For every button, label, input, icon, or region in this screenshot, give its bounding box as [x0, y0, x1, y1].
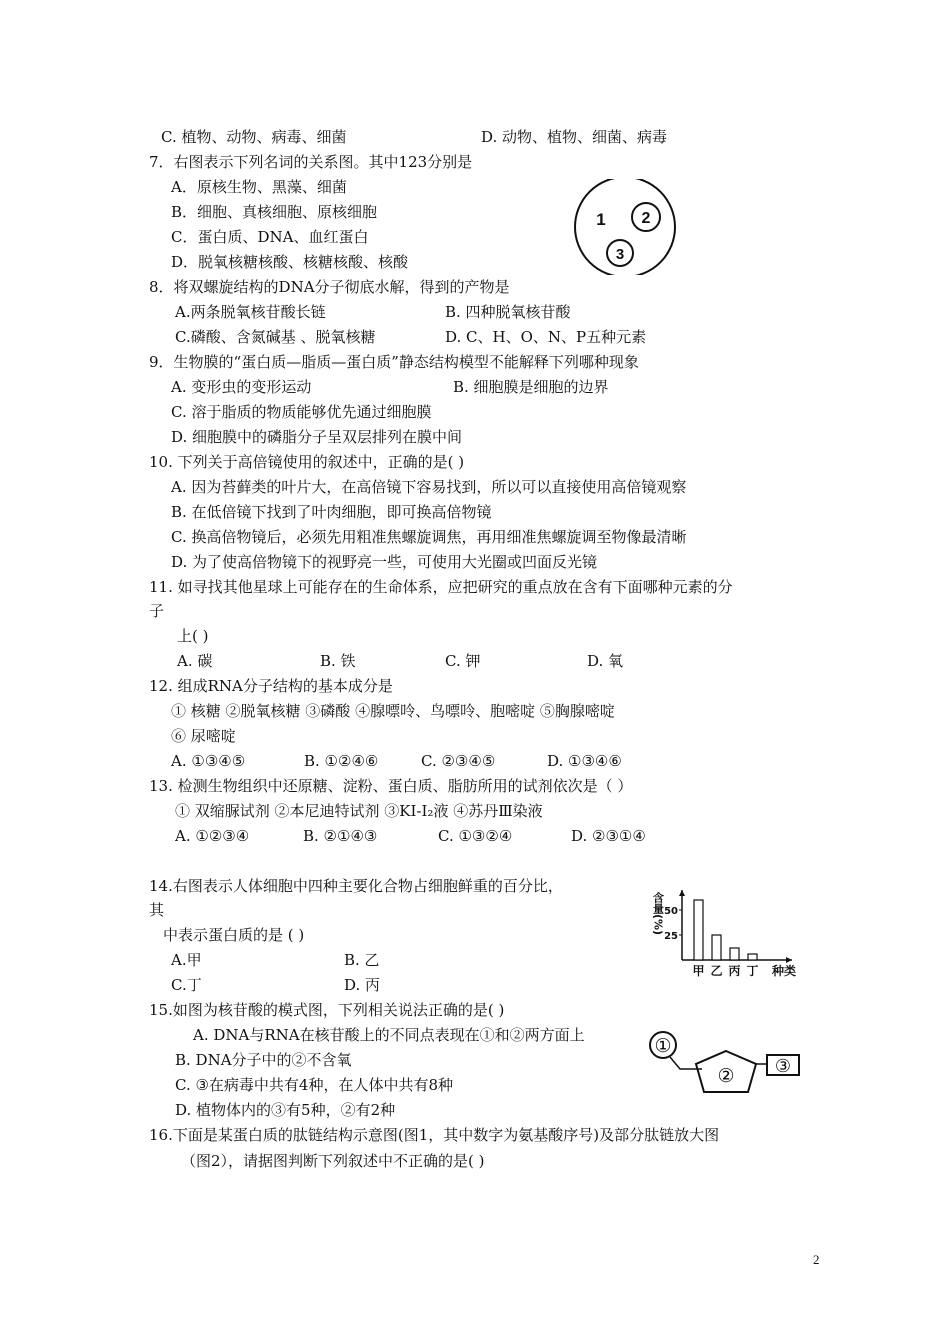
text-line: B. 乙 [344, 951, 380, 969]
x-tick-label: 丙 [728, 964, 741, 978]
text-line: C. 植物、动物、病毒、细菌 [161, 128, 347, 146]
text-line: 10. 下列关于高倍镜使用的叙述中，正确的是( ) [149, 453, 465, 471]
page-number: 2 [813, 1252, 820, 1267]
text-line: A. ①②③④ [175, 827, 250, 845]
y-tick-label: 25 [664, 931, 678, 942]
label-2: 2 [641, 210, 651, 227]
text-line: D. 细胞膜中的磷脂分子呈双层排列在膜中间 [171, 428, 463, 446]
text-line: 子 [149, 602, 165, 620]
sugar-label: ② [717, 1065, 735, 1087]
x-axis-label: 种类 [772, 964, 797, 978]
text-line: ⑥ 尿嘧啶 [171, 727, 236, 745]
base-label: ③ [774, 1056, 792, 1077]
text-line: ① 双缩脲试剂 ②本尼迪特试剂 ③KI-I₂液 ④苏丹Ⅲ染液 [175, 802, 543, 820]
text-line: A. 变形虫的变形运动 [171, 378, 312, 396]
label-1: 1 [596, 210, 606, 229]
text-line: D. 为了使高倍物镜下的视野亮一些，可使用大光圈或凹面反光镜 [171, 553, 598, 571]
text-line: 7．右图表示下列名词的关系图。其中123分别是 [149, 153, 473, 171]
text-line: C. ①③②④ [438, 827, 513, 845]
text-line: D. 丙 [344, 976, 381, 994]
text-line: A.甲 [171, 951, 202, 969]
text-line: C.磷酸、含氮碱基 、脱氧核糖 [175, 328, 376, 346]
text-line: B. 在低倍镜下找到了叶肉细胞，即可换高倍物镜 [171, 503, 492, 521]
text-line: 16.下面是某蛋白质的肽链结构示意图(图1，其中数字为氨基酸序号)及部分肽链放大图 [149, 1126, 720, 1144]
text-line: C.丁 [171, 976, 202, 994]
relation-circle-diagram [572, 179, 678, 275]
text-line: D. 动物、植物、细菌、病毒 [481, 128, 668, 146]
text-line: A.两条脱氧核苷酸长链 [175, 303, 326, 321]
y-tick-label: 50 [664, 906, 678, 917]
x-tick-label: 乙 [710, 964, 723, 978]
text-line: D. C、H、O、N、P五种元素 [445, 328, 647, 346]
bar-1 [694, 900, 703, 960]
text-line: B. 铁 [320, 652, 356, 670]
text-line: 11. 如寻找其他星球上可能存在的生命体系，应把研究的重点放在含有下面哪种元素的分 [149, 578, 733, 596]
text-line: C．蛋白质、DNA、血红蛋白 [171, 228, 369, 246]
text-line: 其 [149, 901, 165, 919]
text-line: 8．将双螺旋结构的DNA分子彻底水解，得到的产物是 [149, 278, 510, 296]
y-axis-label: 含量(%) [651, 892, 665, 936]
text-line: 14.右图表示人体细胞中四种主要化合物占细胞鲜重的百分比， [149, 877, 563, 895]
bar-3 [730, 948, 739, 960]
text-line: D. 氧 [587, 652, 624, 670]
text-line: A. DNA与RNA在核苷酸上的不同点表现在①和②两方面上 [193, 1026, 585, 1044]
text-line: D．脱氧核糖核酸、核糖核酸、核酸 [171, 253, 409, 271]
label-3: 3 [615, 246, 625, 263]
bar-2 [712, 935, 721, 960]
x-tick-label: 甲 [692, 964, 705, 978]
text-line: D. ②③①④ [571, 827, 646, 845]
text-line: D. ①③④⑥ [547, 752, 622, 770]
x-tick-label: 丁 [746, 964, 759, 978]
text-line: 13. 检测生物组织中还原糖、淀粉、蛋白质、脂肪所用的试剂依次是（ ） [149, 777, 633, 795]
text-line: 上( ) [177, 627, 209, 645]
text-line: 15.如图为核苷酸的模式图，下列相关说法正确的是( ) [149, 1001, 505, 1019]
text-line: ① 核糖 ②脱氧核糖 ③磷酸 ④腺嘌呤、鸟嘌呤、胞嘧啶 ⑤胸腺嘧啶 [171, 702, 615, 720]
text-line: C. 溶于脂质的物质能够优先通过细胞膜 [171, 403, 432, 421]
bar-4 [748, 954, 757, 960]
x-axis-arrow [786, 957, 792, 963]
y-axis-arrow [679, 890, 685, 896]
text-line: B. 四种脱氧核苷酸 [445, 303, 571, 321]
text-line: C. ②③④⑤ [421, 752, 496, 770]
compound-bar-chart [646, 884, 798, 978]
text-line: B．细胞、真核细胞、原核细胞 [171, 203, 378, 221]
nucleotide-model [646, 1030, 802, 1100]
text-line: A. 因为苔藓类的叶片大，在高倍镜下容易找到，所以可以直接使用高倍镜观察 [171, 478, 687, 496]
text-line: A. ①③④⑤ [171, 752, 246, 770]
text-line: A. 碳 [177, 652, 213, 670]
text-line: A．原核生物、黑藻、细菌 [171, 178, 347, 196]
text-line: D. 植物体内的③有5种，②有2种 [175, 1101, 396, 1119]
outer-circle [575, 179, 675, 275]
text-line: B. DNA分子中的②不含氧 [175, 1051, 352, 1069]
text-line: C. 换高倍物镜后，必须先用粗准焦螺旋调焦，再用细准焦螺旋调至物像最清晰 [171, 528, 687, 546]
phosphate-label: ① [654, 1035, 672, 1057]
text-line: 中表示蛋白质的是 ( ) [163, 926, 305, 944]
text-line: 9．生物膜的“蛋白质—脂质—蛋白质”静态结构模型不能解释下列哪种现象 [149, 353, 639, 371]
text-line: 12. 组成RNA分子结构的基本成分是 [149, 677, 393, 695]
text-line: B. ①②④⑥ [304, 752, 379, 770]
text-line: B. 细胞膜是细胞的边界 [453, 378, 609, 396]
text-line: C. ③在病毒中共有4种，在人体中共有8种 [175, 1076, 454, 1094]
text-line: B. ②①④③ [303, 827, 378, 845]
text-line: （图2），请据图判断下列叙述中不正确的是( ) [181, 1152, 485, 1170]
text-line: C. 钾 [445, 652, 481, 670]
